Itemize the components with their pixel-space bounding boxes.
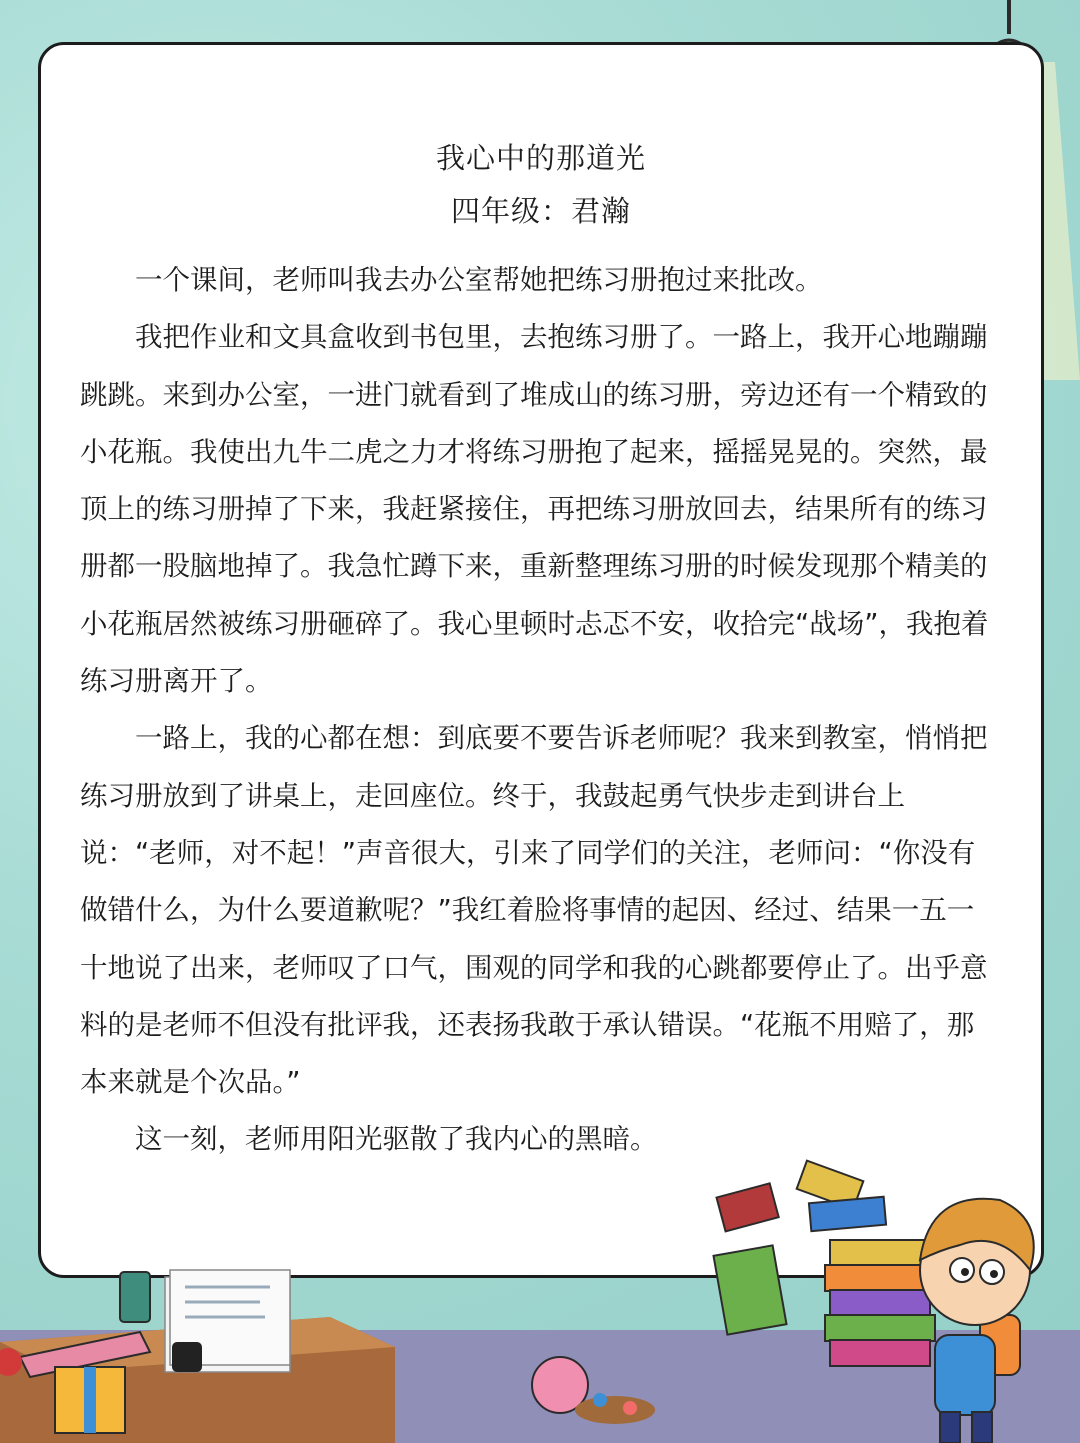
desk-with-papers-icon: [0, 1262, 400, 1443]
article-body: [80, 252, 1000, 1169]
toy-ball-icon: [520, 1340, 670, 1440]
paragraph: 一个课间，老师叫我去办公室帮她把练习册抱过来批改。: [135, 264, 823, 296]
paragraph: 我把作业和文具盒收到书包里，去抱练习册了。一路上，我开心地蹦蹦跳跳。来到办公室，一进门就看到了堆成山的练习册，旁边还有一个精致的小花瓶。我使出九牛二虎之力才将练习册抱了起来，摇摇晃晃的。突然，最顶上的练习册掉了下来，我赶紧接住，再把练习册放回去，结果所有的练习册都一股脑地掉了。我急忙蹲下来，重新整理练习册的时候发现那个精美的小花瓶居然被练习册砸碎了。我心里顿时忐忑不安，收拾完“战场”，我抱着练习册离开了。: [80, 321, 989, 698]
boy-carrying-books-icon: [700, 1150, 1080, 1443]
article-subtitle: 四年级：君瀚: [450, 194, 631, 228]
article-title: 我心中的那道光: [435, 141, 646, 175]
paragraph: 一路上，我的心都在想：到底要不要告诉老师呢？我来到教室，悄悄把练习册放到了讲桌上，走回座位。终于，我鼓起勇气快步走到讲台上说：“老师，对不起！”声音很大，引来了同学们的关注，老师问：“你没有做错什么，为什么要道歉呢？”我红着脸将事情的起因、经过、结果一五一十地说了出来，老师叹了口气，围观的同学和我的心跳都要停止了。出乎意料的是老师不但没有批评我，还表扬我敢于承认错误。“花瓶不用赔了，那本来就是个次品。”: [80, 722, 988, 1099]
paragraph: 这一刻，老师用阳光驱散了我内心的黑暗。: [135, 1123, 658, 1156]
